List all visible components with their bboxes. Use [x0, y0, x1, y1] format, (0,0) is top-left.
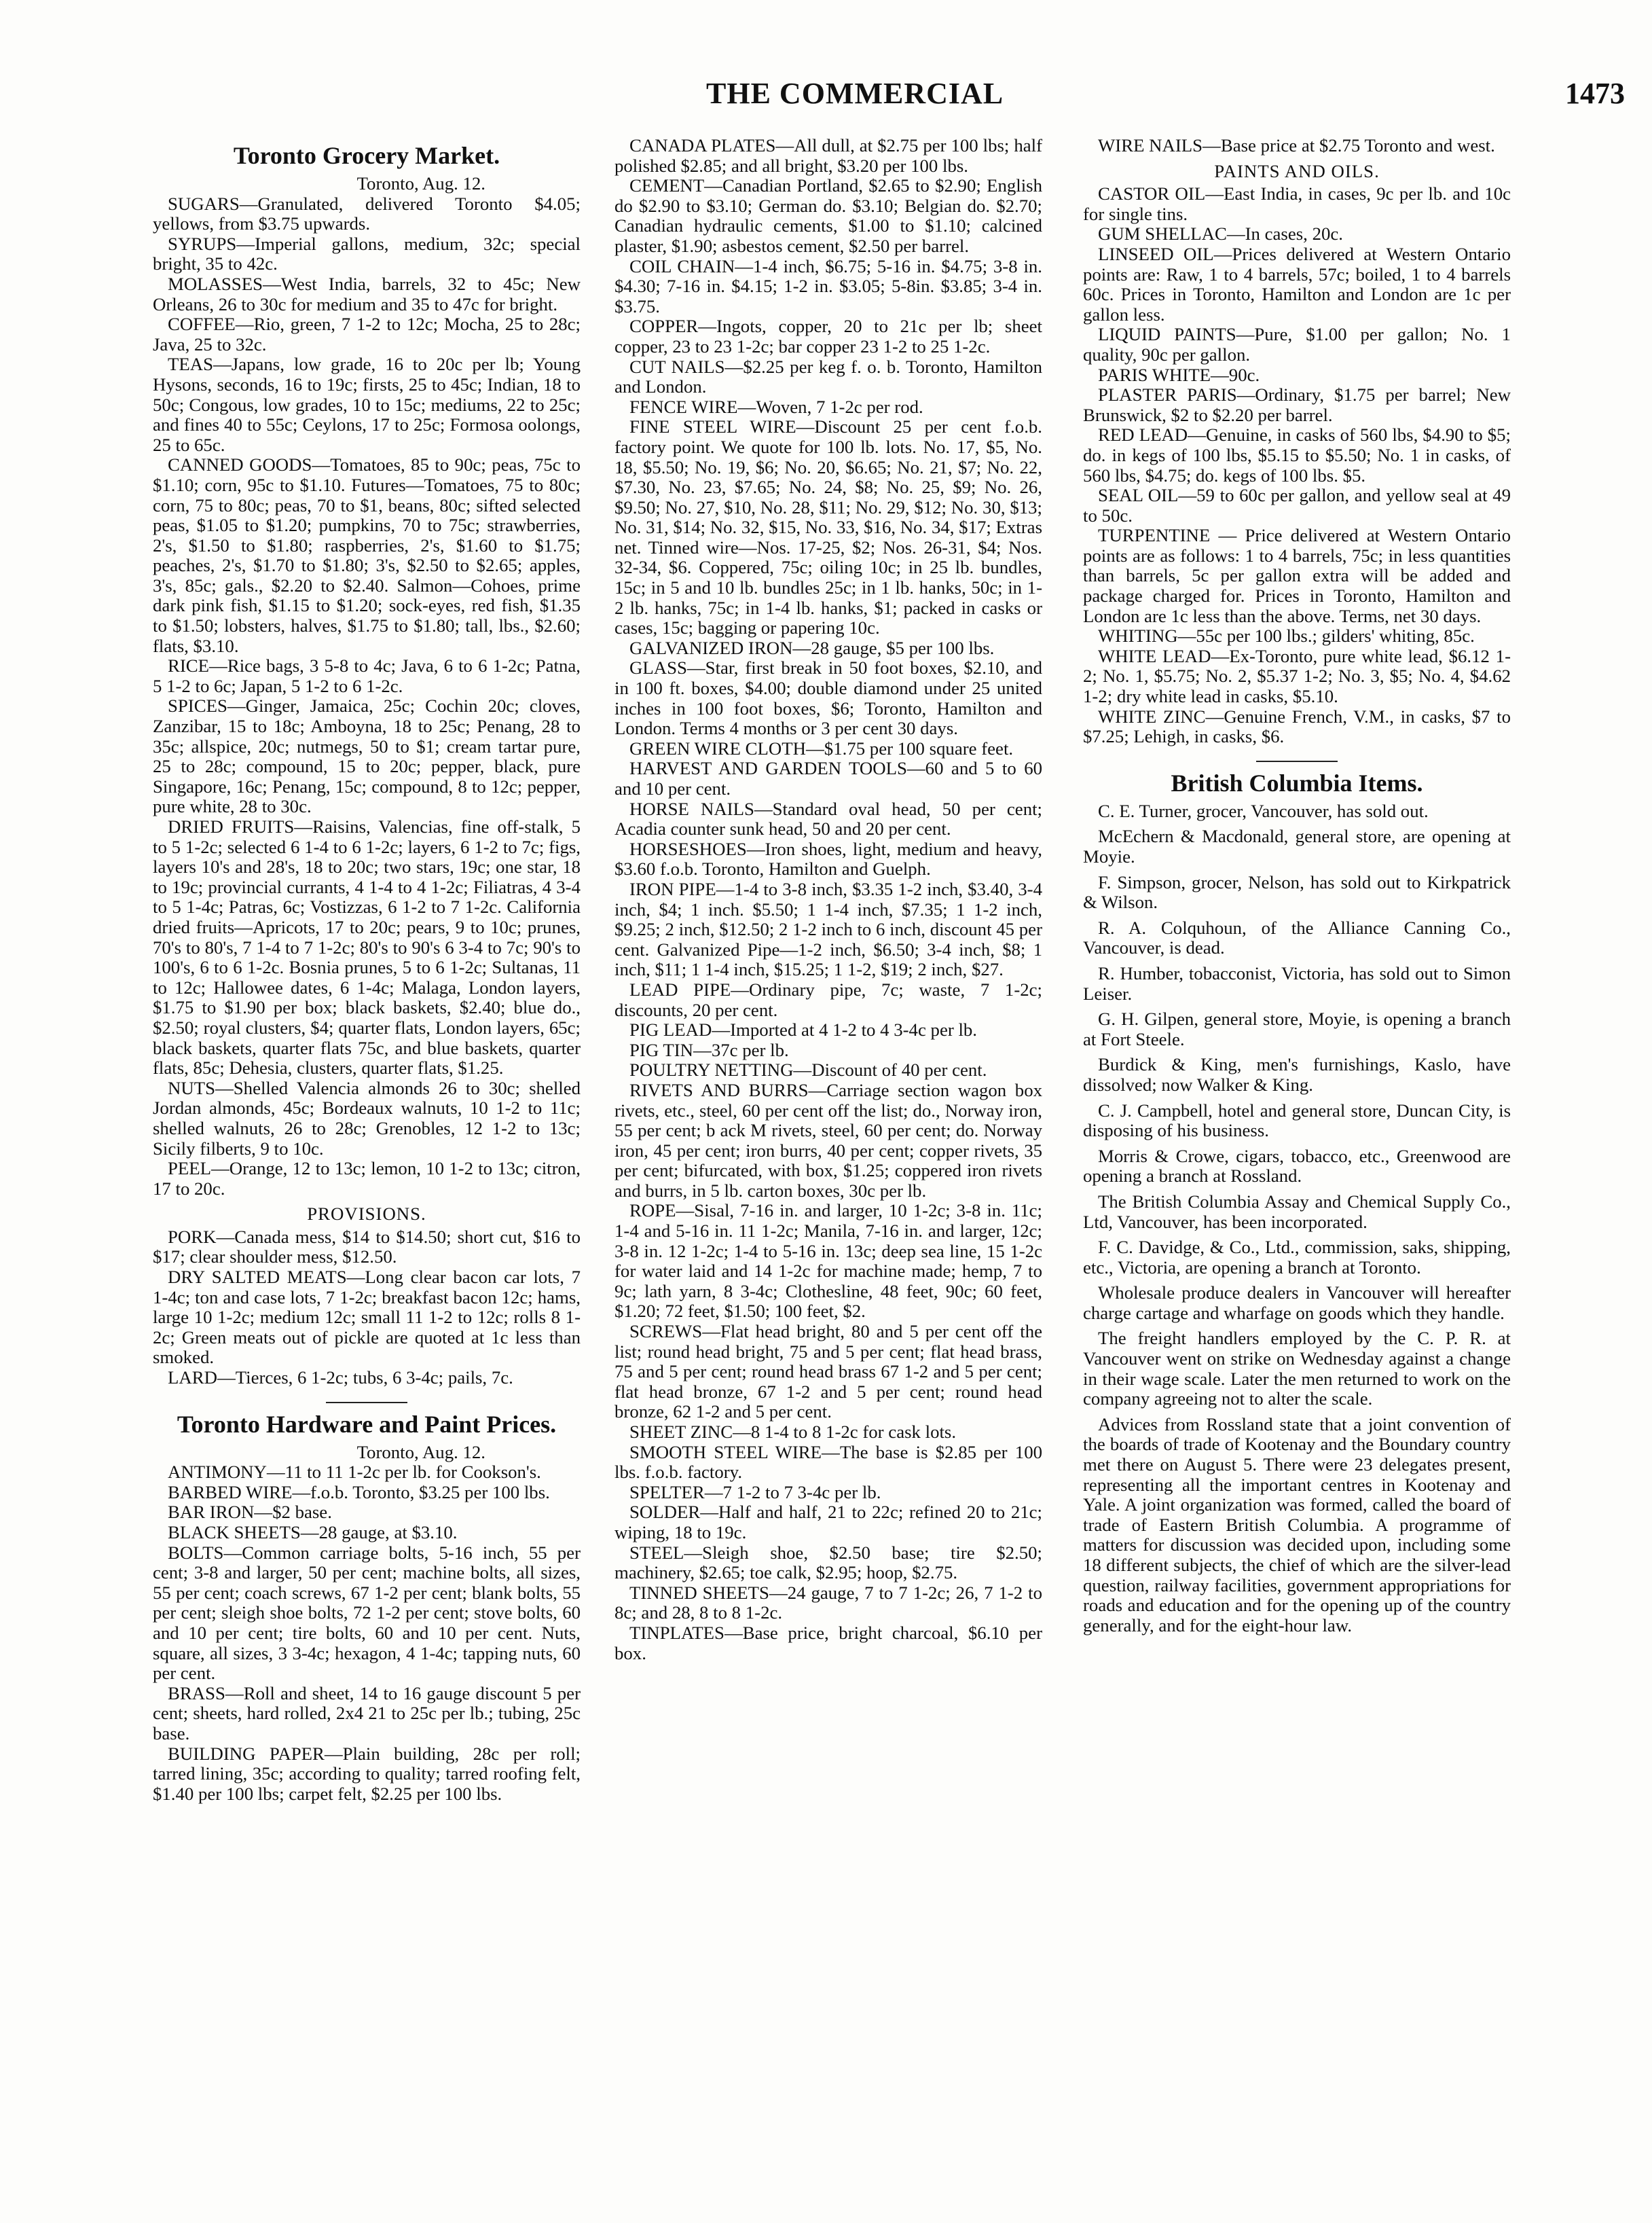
bc-item: Morris & Crowe, cigars, tobacco, etc., Greenwood are opening a branch at Rossland. [1083, 1145, 1511, 1187]
grocery-paragraph: TEAS—Japans, low grade, 16 to 20c per lb; Young Hysons, seconds, 16 to 19c; firsts, 25 to 45c; Indian, 18 to 50c; Congous, low grades, 10 to 15c; mediums, 22 to 25c; and fines 40 to 55c; Ceylons, 17 to 25c; Formosa oolongs, 25 to 65c. [153, 354, 581, 455]
hardware-heading: Toronto Hardware and Paint Prices. [177, 1410, 557, 1438]
provisions-subhead: PROVISIONS. [307, 1204, 426, 1225]
hardware-paragraph: GREEN WIRE CLOTH—$1.75 per 100 square feet. [629, 738, 1014, 759]
hardware-paragraph: HORSE NAILS—Standard oval head, 50 per cent; Acadia counter sunk head, 50 and 20 per cent. [614, 798, 1042, 839]
hardware-paragraph: ANTIMONY—11 to 11 1-2c per lb. for Cookson's. [168, 1462, 541, 1483]
grocery-paragraph: DRIED FRUITS—Raisins, Valencias, fine off-stalk, 5 to 5 1-2c; selected 6 1-4 to 6 1-2c; layers, 6 1-2 to 7c; figs, layers 10's and 28's, 18 to 20c; two stars, 19c; one star, 18 to 19c; provincial currants, 4 1-4 to 4 1-2c; Filiatras, 4 3-4 to 5 1-4c; Patras, 6c; Vostizzas, 6 1-2 to 7 1-2c. California dried fruits—Apricots, 17 to 20c; pears, 9 to 10c; prunes, 70's to 80's, 7 1-4 to 7 1-2c; 80's to 90's 6 3-4 to 7c; 90's to 100's, 6 to 6 1-2c. Bosnia prunes, 5 to 6 1-2c; Sultanas, 11 to 12c; Hallowee dates, 6 1-4c; Malaga, London layers, $1.75 to $1.90 per box; black baskets, $2.40; blue do., $2.50; royal clusters, $4; quarter flats, London layers, 65c; black baskets, quarter flats 75c, and blue baskets, quarter flats, 85c; Dehesia, clusters, quarter flats, $1.25. [153, 816, 581, 1079]
hardware-paragraph: BRASS—Roll and sheet, 14 to 16 gauge discount 5 per cent; sheets, hard rolled, 2x4 21 to 25c per lb.; tubing, 25c base. [153, 1682, 581, 1743]
hardware-paragraph: BARBED WIRE—f.o.b. Toronto, $3.25 per 100 lbs. [168, 1481, 550, 1502]
bc-items-heading: British Columbia Items. [1171, 769, 1423, 797]
hardware-paragraph: CASTOR OIL—East India, in cases, 9c per lb. and 10c for single tins. [1083, 183, 1511, 224]
hardware-paragraph: SPELTER—7 1-2 to 7 3-4c per lb. [629, 1481, 881, 1502]
grocery-paragraph: NUTS—Shelled Valencia almonds 26 to 30c; shelled Jordan almonds, 45c; Bordeaux walnuts, 10 1-2 to 11c; shelled walnuts, 26 to 28c; Grenobles, 12 1-2 to 13c; Sicily filberts, 9 to 10c. [153, 1077, 581, 1159]
bc-item: Advices from Rossland state that a joint convention of the boards of trade of Kootenay and the Boundary country met there on August 5. There were 23 delegates present, representing all the important centres in Kootenay and Yale. A joint organization was formed, called the board of trade of Eastern British Columbia. A programme of matters for discussion was decided upon, including some 18 different subjects, the chief of which are the silver-lead question, railway facilities, government appropriations for roads and education and for the opening up of the country generally, and for the eight-hour law. [1083, 1413, 1511, 1635]
hardware-paragraph: COPPER—Ingots, copper, 20 to 21c per lb; sheet copper, 23 to 23 1-2c; bar copper 23 1-2 to 25 1-2c. [614, 316, 1042, 357]
bc-item: G. H. Gilpen, general store, Moyie, is opening a branch at Fort Steele. [1083, 1009, 1511, 1049]
hardware-paragraph: HARVEST AND GARDEN TOOLS—60 and 5 to 60 and 10 per cent. [614, 758, 1042, 799]
bc-item: F. C. Davidge, & Co., Ltd., commission, saks, shipping, etc., Victoria, are opening a branch at Toronto. [1083, 1237, 1511, 1278]
grocery-paragraph: SPICES—Ginger, Jamaica, 25c; Cochin 20c; cloves, Zanzibar, 15 to 18c; Amboyna, 18 to 25c; Penang, 28 to 35c; allspice, 20c; nutmegs, 50 to $1; cream tartar pure, 25 to 28c; compound, 15 to 20c; pepper, black, pure Singapore, 16c; Penang, 15c; compound, 8 to 12c; pepper, pure white, 28 to 30c. [153, 695, 581, 817]
hardware-paragraph: GLASS—Star, first break in 50 foot boxes, $2.10, and in 100 ft. boxes, $4.00; double diamond under 25 united inches in 100 foot boxes, $6; Toronto, Hamilton and London. Terms 4 months or 3 per cent 30 days. [614, 657, 1042, 739]
hardware-paragraph: SMOOTH STEEL WIRE—The base is $2.85 per 100 lbs. f.o.b. factory. [614, 1441, 1042, 1483]
hardware-paragraph: BLACK SHEETS—28 gauge, at $3.10. [168, 1522, 458, 1542]
hardware-paragraph: FINE STEEL WIRE—Discount 25 per cent f.o.b. factory point. We quote for 100 lb. lots. No. 17, $5, No. 18, $5.50; No. 19, $6; No. 20, $6.65; No. 21, $7; No. 22, $7.30, No. 23, $7.65; No. 24, $8; No. 25, $9; No. 26, $9.50; No. 27, $10, No. 28, $11; No. 29, $12; No. 30, $13; No. 31, $14; No. 32, $15, No. 33, $16, No. 34, $17; Extras net. Tinned wire—Nos. 17-25, $2; Nos. 26-31, $4; Nos. 32-34, $6. Coppered, 75c; oiling 10c; in 25 lb. bundles, 15c; in 5 and 10 lb. bundles 25c; in 1 lb. hanks, 50c; in 1-2 lb. hanks, 75c; in 1-4 lb. hanks, $1; packed in casks or cases, 15c; bagging or papering 10c. [614, 416, 1042, 638]
paints-subhead: PAINTS AND OILS. [1214, 160, 1380, 181]
bc-item: C. E. Turner, grocer, Vancouver, has sold out. [1098, 800, 1429, 821]
hardware-paragraph: BAR IRON—$2 base. [168, 1502, 332, 1523]
section-rule [326, 1402, 407, 1403]
hardware-paragraph: HORSESHOES—Iron shoes, light, medium and heavy, $3.60 f.o.b. Toronto, Hamilton and Guelph. [614, 838, 1042, 880]
hardware-paragraph: COIL CHAIN—1-4 inch, $6.75; 5-16 in. $4.75; 3-8 in. $4.30; 7-16 in. $4.15; 1-2 in. $3.05; 5-8in. $3.85; 3-4 in. $3.75. [614, 255, 1042, 317]
hardware-paragraph: SHEET ZINC—8 1-4 to 8 1-2c for cask lots. [629, 1422, 957, 1442]
hardware-paragraph: TINNED SHEETS—24 gauge, 7 to 7 1-2c; 26, 7 1-2 to 8c; and 28, 8 to 8 1-2c. [614, 1582, 1042, 1623]
grocery-paragraph: SYRUPS—Imperial gallons, medium, 32c; special bright, 35 to 42c. [153, 233, 581, 274]
hardware-paragraph: WHITING—55c per 100 lbs.; gilders' whiting, 85c. [1098, 626, 1475, 647]
hardware-paragraph: GUM SHELLAC—In cases, 20c. [1098, 223, 1343, 245]
page-number: 1473 [1565, 77, 1625, 110]
hardware-paragraph: RIVETS AND BURRS—Carriage section wagon box rivets, etc., steel, 60 per cent off the list; do., Norway iron, 55 per cent; b ack M rivets, steel, 60 per cent; do. Norway iron, 45 per cent; iron burrs, 40 per cent; copper rivets, 35 per cent; bifurcated, with box, $1.25; coppered iron rivets and burrs, in 5 lb. carton boxes, 30c per lb. [614, 1079, 1042, 1201]
column-2 [614, 136, 1042, 1663]
bc-item: The British Columbia Assay and Chemical Supply Co., Ltd, Vancouver, has been incorporated. [1083, 1191, 1511, 1232]
grocery-heading: Toronto Grocery Market. [233, 142, 500, 169]
hardware-paragraph: PIG TIN—37c per lb. [629, 1039, 789, 1060]
bc-item: R. Humber, tobacconist, Victoria, has sold out to Simon Leiser. [1083, 962, 1511, 1004]
column-1 [153, 136, 581, 1804]
hardware-paragraph: SEAL OIL—59 to 60c per gallon, and yellow seal at 49 to 50c. [1083, 485, 1511, 526]
bc-item: McEchern & Macdonald, general store, are opening at Moyie. [1083, 826, 1511, 867]
hardware-paragraph: PARIS WHITE—90c. [1098, 364, 1260, 385]
hardware-dateline: Toronto, Aug. 12. [356, 1441, 485, 1462]
hardware-paragraph: LIQUID PAINTS—Pure, $1.00 per gallon; No. 1 quality, 90c per gallon. [1083, 324, 1511, 365]
hardware-paragraph: STEEL—Sleigh shoe, $2.50 base; tire $2.50; machinery, $2.65; toe calk, $2.95; hoop, $2.75. [614, 1542, 1042, 1583]
grocery-paragraph: SUGARS—Granulated, delivered Toronto $4.05; yellows, from $3.75 upwards. [153, 193, 581, 234]
hardware-paragraph: CEMENT—Canadian Portland, $2.65 to $2.90; English do $2.90 to $3.10; German do. $3.10; Belgian do. $2.70; Canadian hydraulic cements, $1.00 to $1.10; calcined plaster, $1.90; asbestos cement, $2.50 per barrel. [614, 175, 1042, 256]
hardware-paragraph: TINPLATES—Base price, bright charcoal, $6.10 per box. [614, 1622, 1042, 1663]
grocery-paragraph: LARD—Tierces, 6 1-2c; tubs, 6 3-4c; pails, 7c. [168, 1367, 513, 1388]
hardware-paragraph: RED LEAD—Genuine, in casks of 560 lbs, $4.90 to $5; do. in kegs of 100 lbs, $5.15 to $5.50; No. 1 in casks, of 560 lbs, $4.75; do. kegs of 100 lbs. $5. [1083, 424, 1511, 486]
hardware-paragraph: CANADA PLATES—All dull, at $2.75 per 100 lbs; half polished $2.85; and all bright, $3.20 per 100 lbs. [614, 135, 1042, 176]
grocery-paragraph: COFFEE—Rio, green, 7 1-2 to 12c; Mocha, 25 to 28c; Java, 25 to 32c. [153, 314, 581, 355]
grocery-paragraph: MOLASSES—West India, barrels, 32 to 45c; New Orleans, 26 to 30c for medium and 35 to 47c for bright. [153, 273, 581, 314]
grocery-paragraph: PEEL—Orange, 12 to 13c; lemon, 10 1-2 to 13c; citron, 17 to 20c. [153, 1158, 581, 1199]
hardware-paragraph: TURPENTINE — Price delivered at Western Ontario points are as follows: 1 to 4 barrels, 75c; in less quantities than barrels, 5c per gallon extra will be added and package charged for. Prices in Toronto, Hamilton and London are 1c less than the above. Terms, net 30 days. [1083, 525, 1511, 626]
bc-item: Burdick & King, men's furnishings, Kaslo, have dissolved; now Walker & King. [1083, 1054, 1511, 1095]
hardware-paragraph: CUT NAILS—$2.25 per keg f. o. b. Toronto, Hamilton and London. [614, 356, 1042, 397]
hardware-paragraph: FENCE WIRE—Woven, 7 1-2c per rod. [629, 396, 923, 417]
hardware-paragraph: PLASTER PARIS—Ordinary, $1.75 per barrel; New Brunswick, $2 to $2.20 per barrel. [1083, 384, 1511, 425]
hardware-paragraph: LINSEED OIL—Prices delivered at Western Ontario points are: Raw, 1 to 4 barrels, 57c; boiled, 1 to 4 barrels 60c. Prices in Toronto, Hamilton and London are 1c per gallon less. [1083, 243, 1511, 325]
hardware-paragraph: SCREWS—Flat head bright, 80 and 5 per cent off the list; round head bright, 75 and 5 per cent; flat head brass, 75 and 5 per cent; round head brass 67 1-2 and 5 per cent; flat head bronze, 67 1-2 and 5 per cent; round head bronze, 62 1-2 and 5 per cent. [614, 1321, 1042, 1422]
bc-item: The freight handlers employed by the C. P. R. at Vancouver went on strike on Wednesday against a change in their wage scale. Later the men returned to work on the company agreeing not to alter the scale. [1083, 1328, 1511, 1409]
running-head: THE COMMERCIAL [706, 77, 1004, 110]
hardware-paragraph: BUILDING PAPER—Plain building, 28c per roll; tarred lining, 35c; according to quality; tarred roofing felt, $1.40 per 100 lbs; carpet felt, $2.25 per 100 lbs. [153, 1743, 581, 1804]
column-3 [1083, 136, 1511, 1641]
grocery-paragraph: RICE—Rice bags, 3 5-8 to 4c; Java, 6 to 6 1-2c; Patna, 5 1-2 to 6c; Japan, 5 1-2 to 6 1-2c. [153, 655, 581, 696]
grocery-dateline: Toronto, Aug. 12. [356, 173, 485, 194]
hardware-paragraph: WHITE LEAD—Ex-Toronto, pure white lead, $6.12 1-2; No. 1, $5.75; No. 2, $5.37 1-2; No. 3, $5; No. 4, $4.62 1-2; dry white lead in casks, $5.10. [1083, 645, 1511, 707]
hardware-paragraph: PIG LEAD—Imported at 4 1-2 to 4 3-4c per lb. [629, 1019, 978, 1041]
bc-item: Wholesale produce dealers in Vancouver will hereafter charge cartage and wharfage on goods which they handle. [1083, 1282, 1511, 1323]
hardware-paragraph: SOLDER—Half and half, 21 to 22c; refined 20 to 21c; wiping, 18 to 19c. [614, 1502, 1042, 1542]
section-rule [1256, 761, 1338, 762]
hardware-paragraph: ROPE—Sisal, 7-16 in. and larger, 10 1-2c; 3-8 in. 11c; 1-4 and 5-16 in. 11 1-2c; Manila, 7-16 in. and larger, 12c; 3-8 in. 12 1-2c; 1-4 to 5-16 in. 13c; deep sea line, 15 1-2c for water laid and 14 1-2c for machine made; hemp, 7 to 9c; lath yarn, 8 3-4c; Clothesline, 48 feet, 90c; 60 feet, $1.20; 72 feet, $1.50; 100 feet, $2. [614, 1200, 1042, 1322]
hardware-paragraph: IRON PIPE—1-4 to 3-8 inch, $3.35 1-2 inch, $3.40, 3-4 inch, $4; 1 inch. $5.50; 1 1-4 inch, $7.35; 1 1-2 inch, $9.25; 2 inch, $12.50; 2 1-2 inch to 6 inch, discount 45 per cent. Galvanized Pipe—1-2 inch, $6.50; 3-4 inch, $8; 1 inch, $11; 1 1-4 inch, $15.25; 1 1-2, $19; 2 inch, $27. [614, 878, 1042, 980]
hardware-paragraph: LEAD PIPE—Ordinary pipe, 7c; waste, 7 1-2c; discounts, 20 per cent. [614, 979, 1042, 1020]
grocery-paragraph: DRY SALTED MEATS—Long clear bacon car lots, 7 1-4c; ton and case lots, 7 1-2c; breakfast bacon 12c; hams, large 10 1-2c; medium 12c; small 11 1-2 to 12c; rolls 8 1-2c; Green meats out of pickle are quoted at 1c less than smoked. [153, 1267, 581, 1368]
bc-item: F. Simpson, grocer, Nelson, has sold out to Kirkpatrick & Wilson. [1083, 871, 1511, 913]
grocery-paragraph: CANNED GOODS—Tomatoes, 85 to 90c; peas, 75c to $1.10; corn, 95c to $1.10. Futures—Tomatoes, 75 to 80c; corn, 75 to 80c; peas, 70 to $1, beans, 80c; sifted selected peas, $1.05 to $1.20; pumpkins, 70 to 75c; strawberries, 2's, $1.50 to $1.80; raspberries, 2's, $1.60 to $1.75; peaches, 2's, $1.70 to $1.80; 3's, $2.50 to $2.65; apples, 3's, 85c; gals., $2.20 to $2.40. Salmon—Cohoes, prime dark pink fish, $1.15 to $1.20; sock-eyes, red fish, $1.35 to $1.50; lobsters, halves, $1.75 to $1.80; tall, lbs., $2.60; flats, $3.10. [153, 454, 581, 656]
hardware-paragraph: WHITE ZINC—Genuine French, V.M., in casks, $7 to $7.25; Lehigh, in casks, $6. [1083, 706, 1511, 747]
bc-item: R. A. Colquhoun, of the Alliance Canning Co., Vancouver, is dead. [1083, 917, 1511, 958]
hardware-paragraph: POULTRY NETTING—Discount of 40 per cent. [629, 1060, 987, 1081]
bc-item: C. J. Campbell, hotel and general store, Duncan City, is disposing of his business. [1083, 1100, 1511, 1141]
hardware-paragraph: GALVANIZED IRON—28 gauge, $5 per 100 lbs. [629, 637, 995, 658]
hardware-paragraph: BOLTS—Common carriage bolts, 5-16 inch, 55 per cent; 3-8 and larger, 50 per cent; machine bolts, all sizes, 55 per cent; coach screws, 67 1-2 per cent; blank bolts, 55 per cent; sleigh shoe bolts, 72 1-2 per cent; stove bolts, 60 and 10 per cent; tire bolts, 60 and 10 per cent. Nuts, square, all sizes, 3 3-4c; hexagon, 4 1-4c; tapping nuts, 60 per cent. [153, 1542, 581, 1684]
hardware-paragraph: WIRE NAILS—Base price at $2.75 Toronto and west. [1098, 135, 1495, 156]
grocery-paragraph: PORK—Canada mess, $14 to $14.50; short cut, $16 to $17; clear shoulder mess, $12.50. [153, 1226, 581, 1267]
